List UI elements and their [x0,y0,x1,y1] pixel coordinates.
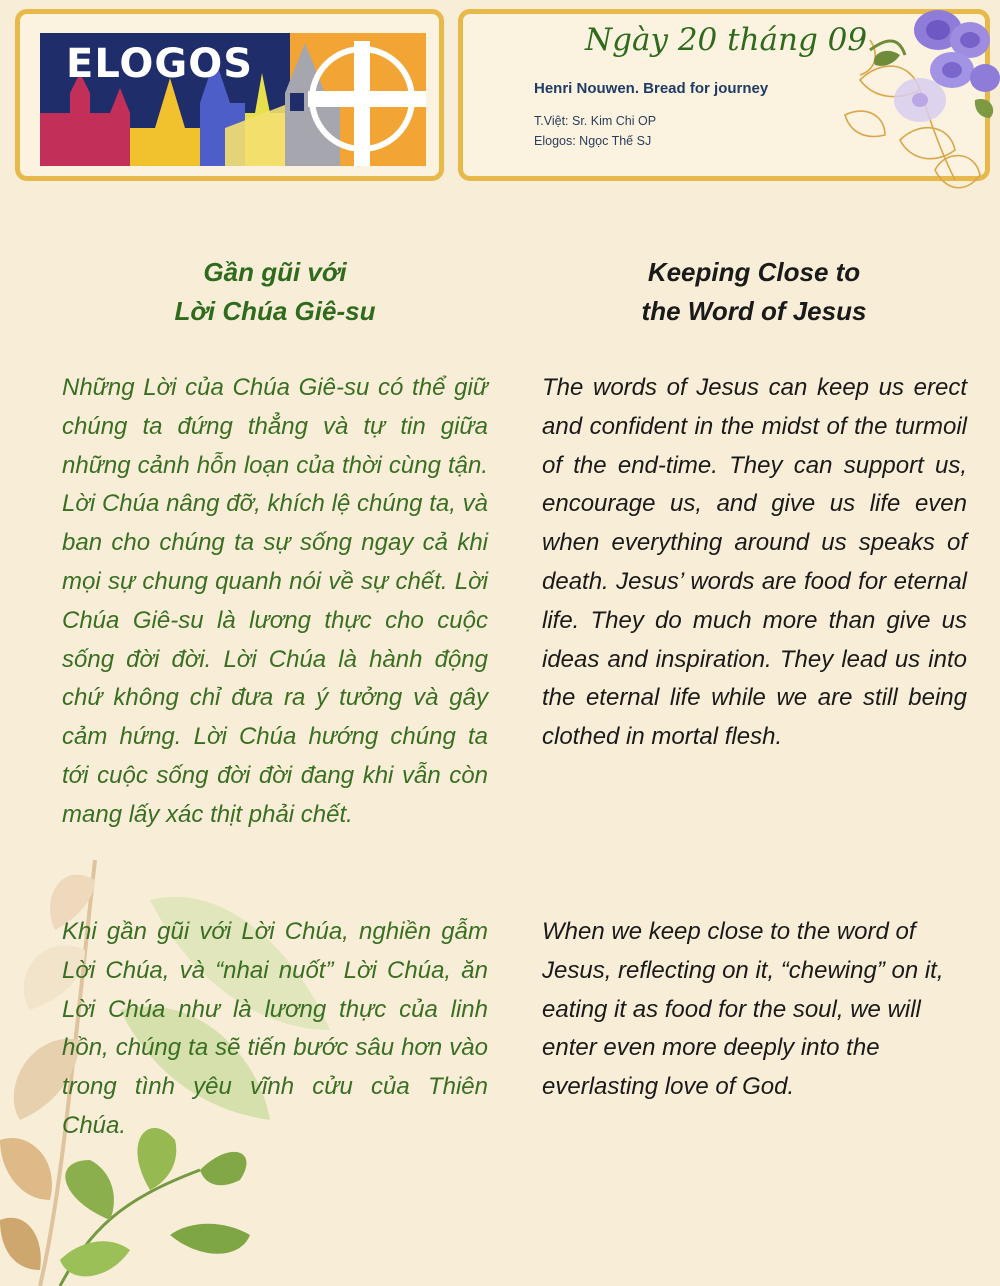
date-heading: Ngày 20 tháng 09 [585,22,868,58]
logo-text: ELOGOS [66,41,254,87]
vietnamese-title-line-2: Lời Chúa Giê-su [174,296,376,326]
vietnamese-title-line-1: Gần gũi với [203,257,347,287]
logo-frame [15,9,444,181]
vietnamese-paragraph-1: Những Lời của Chúa Giê-su có thể giữ chúng ta đứng thẳng và tự tin giữa những cảnh hỗn loạn của thời cùng tận. Lời Chúa nâng đỡ, khích lệ chúng ta, và ban cho chúng ta sự sống ngay cả khi mọi sự chung quanh nói về sự chết. Lời Chúa Giê-su là lương thực cho cuộc sống đời đời. Lời Chúa là hành động chứ không chỉ đưa ra ý tưởng và gây cảm hứng. Lời Chúa hướng chúng ta tới cuộc sống đời đời đang khi vẫn còn mang lấy xác thịt phải chết. [62,374,488,828]
translator-credit: T.Việt: Sr. Kim Chi OP [534,114,657,128]
english-paragraph-2: When we keep close to the word of Jesus, reflecting on it, “chewing” on it, eating it as food for the soul, we will enter even more deeply into the everlasting love of God. [542,918,944,1101]
vietnamese-paragraph-2: Khi gần gũi với Lời Chúa, nghiền gẫm Lời Chúa, và “nhai nuốt” Lời Chúa, ăn Lời Chúa như là lương thực của linh hồn, chúng ta sẽ tiến bước sâu hơn vào trong tình yêu vĩnh cửu của Thiên Chúa. [62,918,488,1139]
english-title-line-1: Keeping Close to [647,257,861,287]
english-title [540,253,968,331]
elogos-cathedral-cross-logo [40,33,426,166]
source-title: Henri Nouwen. Bread for journey [534,80,769,97]
english-paragraph-1: The words of Jesus can keep us erect and confident in the midst of the turmoil of the end-time. They can support us, encourage us, and give us life even when everything around us speaks of death. Jesus’ words are food for eternal life. They do much more than give us ideas and inspiration. They lead us into the eternal life while we are still being clothed in mortal flesh. [542,374,967,751]
vietnamese-title [60,253,490,331]
english-title-line-2: the Word of Jesus [641,296,867,326]
editor-credit: Elogos: Ngọc Thế SJ [534,134,652,148]
